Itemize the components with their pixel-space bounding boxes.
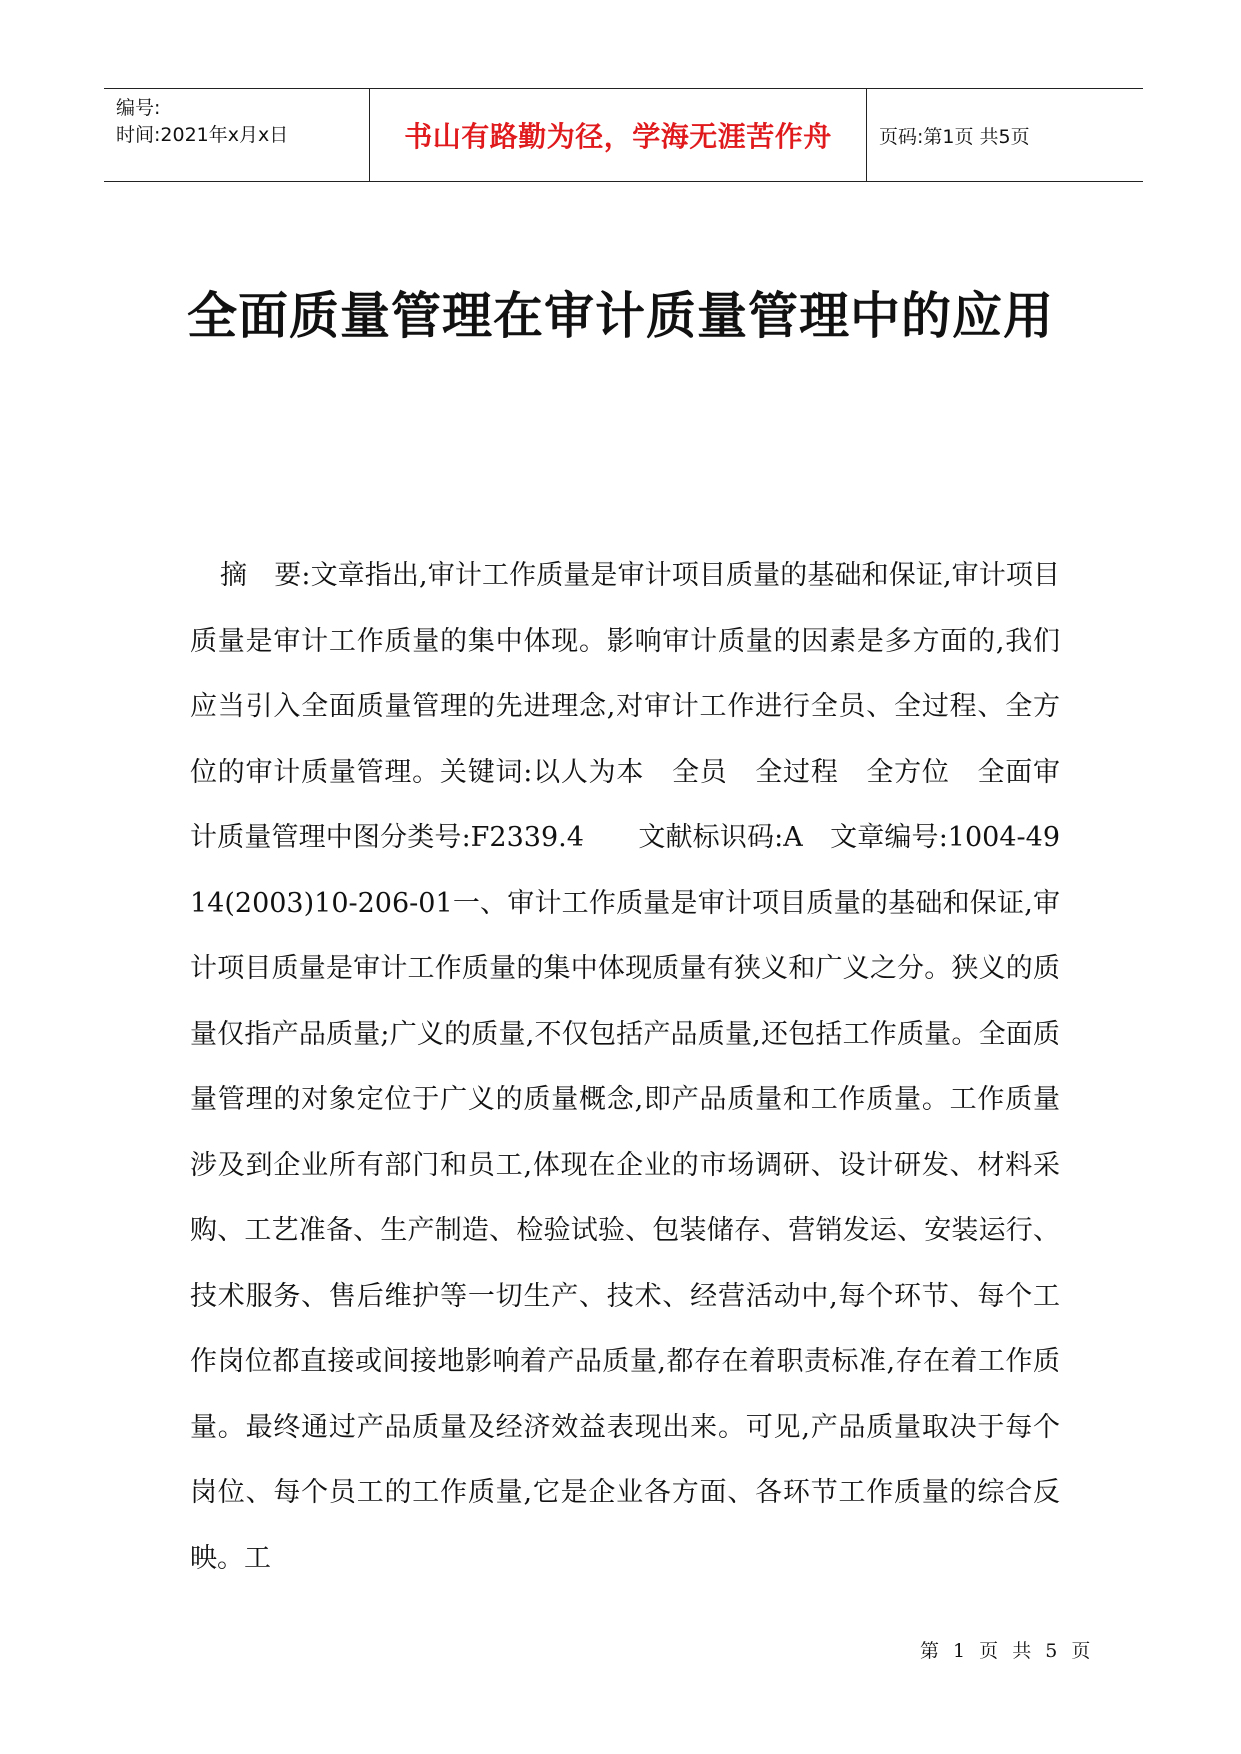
header-left-cell (104, 89, 370, 181)
time-label: 时间:2021年x月x日 (116, 124, 289, 146)
header-middle-cell (370, 89, 867, 181)
document-title: 全面质量管理在审计质量管理中的应用 (187, 287, 1054, 345)
header-right-cell (867, 89, 1143, 181)
document-body: 摘 要:文章指出,审计工作质量是审计项目质量的基础和保证,审计项目质量是审计工作质量的集中体现。影响审计质量的因素是多方面的,我们应当引入全面质量管理的先进理念,对审计工作进行全员、全过程、全方位的审计质量管理。关键词:以人为本 全员 全过程 全方位 全面审计质量管理中图分类号:F2339.4 文献标识码:A 文章编号:1004-4914(2003)10-206-01一、审计工作质量是审计项目质量的基础和保证,审计项目质量是审计工作质量的集中体现质量有狭义和广义之分。狭义的质量仅指产品质量;广义的质量,不仅包括产品质量,还包括工作质量。全面质量管理的对象定位于广义的质量概念,即产品质量和工作质量。工作质量涉及到企业所有部门和员工,体现在企业的市场调研、设计研发、材料采购、工艺准备、生产制造、检验试验、包装储存、营销发运、安装运行、技术服务、售后维护等一切生产、技术、经营活动中,每个环节、每个工作岗位都直接或间接地影响着产品质量,都存在着职责标准,存在着工作质量。最终通过产品质量及经济效益表现出来。可见,产品质量取决于每个岗位、每个员工的工作质量,它是企业各方面、各环节工作质量的综合反映。工 (190, 560, 1060, 1574)
serial-number-label: 编号: (116, 97, 161, 119)
footer-page-number: 第 1 页 共 5 页 (920, 1640, 1095, 1662)
header-page-info: 页码:第1页 共5页 (879, 125, 1030, 148)
motto-text: 书山有路勤为径，学海无涯苦作舟 (404, 120, 832, 153)
header-table (104, 88, 1143, 182)
